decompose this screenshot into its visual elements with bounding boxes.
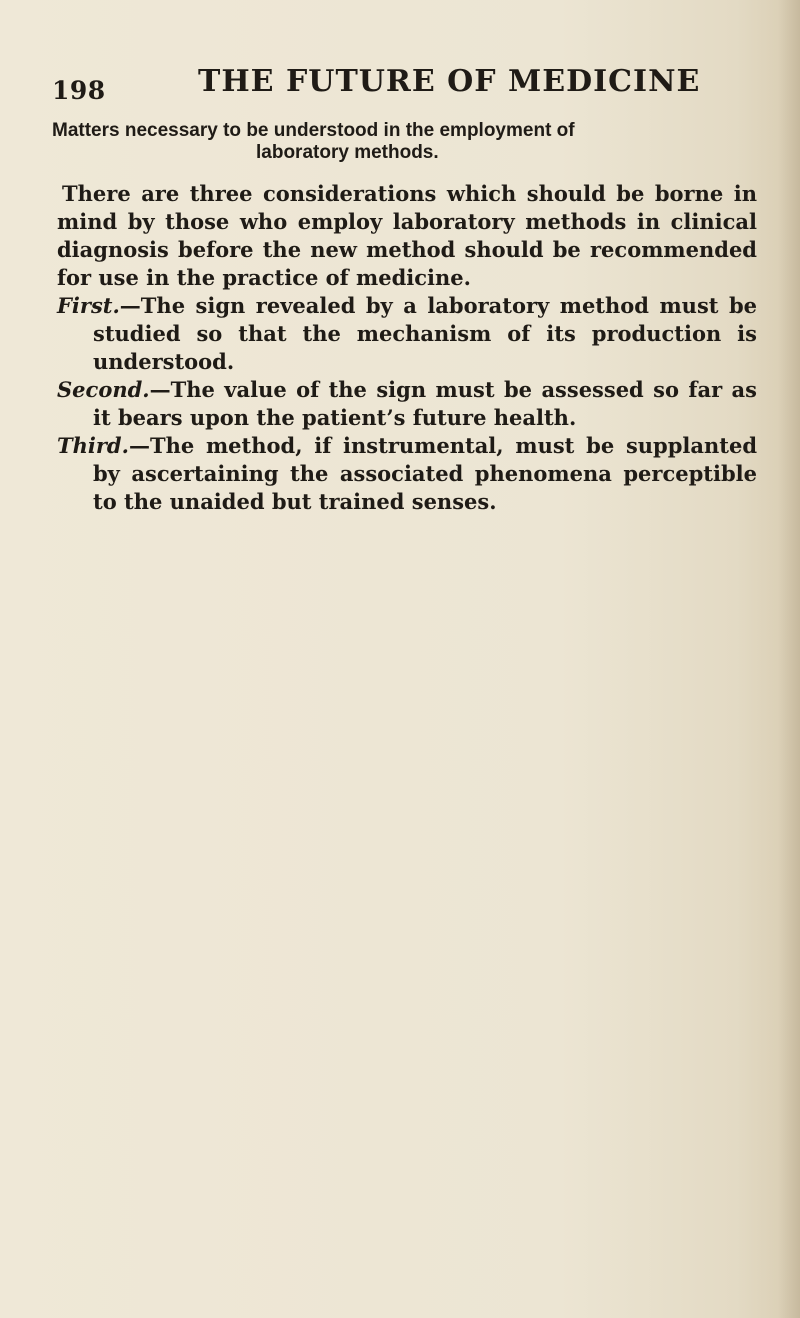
consideration-label: Third. [57,433,129,458]
consideration-text: The sign revealed by a laboratory method must be studied so that the mechanism of its production is understood. [93,293,757,374]
consideration-label: First. [57,293,120,318]
body-text [57,180,757,516]
consideration-dash: — [119,293,141,318]
consideration-second [57,376,757,432]
section-heading-line-1: Matters necessary to be understood in the employment of [52,120,575,141]
consideration-label: Second. [57,377,150,402]
consideration-text: The method, if instrumental, must be supplanted by ascertaining the associated phenomena perceptible to the unaided but trained senses. [93,433,757,514]
consideration-text: The value of the sign must be assessed so far as it bears upon the patient’s future health. [93,377,757,430]
consideration-third [57,432,757,516]
section-heading-line-2: laboratory methods. [256,142,439,163]
consideration-dash: — [149,377,171,402]
intro-paragraph: There are three considerations which should be borne in mind by those who employ laboratory methods in clinical diagnosis before the new method should be recommended for use in the practice of medicine. [57,181,757,290]
page-edge-shadow [778,0,800,1318]
consideration-dash: — [128,433,150,458]
section-heading [52,120,752,164]
running-head: THE FUTURE OF MEDICINE [198,64,701,99]
consideration-first [57,292,757,376]
page-number: 198 [52,76,106,105]
